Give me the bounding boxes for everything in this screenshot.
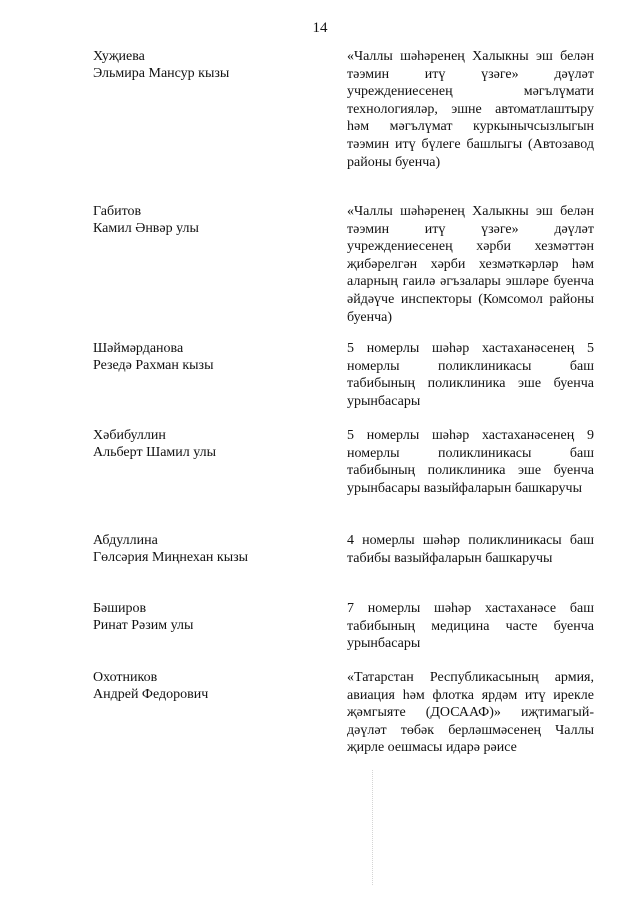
surname: Габитов bbox=[93, 204, 142, 219]
surname: Хәбибуллин bbox=[93, 428, 166, 443]
surname: Бәширов bbox=[93, 601, 147, 616]
person-name bbox=[93, 427, 313, 461]
position-title: «Чаллы шәһәренең Халыкны эш белән тәэмин итү үзәге» дәүләт учреждениесенең хәрби хезмәттән җибәрелгән хәрби хезмәткәрләр һәм аларның гаилә әгъзалары эшләре буенча әйдәүче инспекторы (Комсомол районы буенча) bbox=[347, 204, 594, 325]
given-names: Альберт Шамил улы bbox=[93, 445, 217, 460]
given-names: Ринат Рәзим улы bbox=[93, 618, 194, 633]
page-number: 14 bbox=[312, 20, 328, 36]
surname: Охотников bbox=[93, 670, 158, 685]
scan-artifact-line bbox=[372, 770, 373, 885]
surname: Шәймәрданова bbox=[93, 341, 184, 356]
given-names: Камил Әнвәр улы bbox=[93, 221, 199, 236]
person-name bbox=[93, 48, 313, 82]
position-title: «Татарстан Республикасының армия, авиация һәм флотка ярдәм итү ирекле җәмгыяте (ДОСААФ)» иҗтимагый-дәүләт төбәк берләшмәсенең Чаллы җирле оешмасы идарә рәисе bbox=[347, 670, 594, 756]
given-names: Гөлсәрия Миңнехан кызы bbox=[93, 550, 249, 565]
position-title: 4 номерлы шәһәр поликлиникасы баш табибы вазыйфаларын башкаручы bbox=[347, 533, 594, 566]
position-title: 5 номерлы шәһәр хастаханәсенең 5 номерлы поликлиникасы баш табибының поликлиника эше буенча урынбасары bbox=[347, 341, 594, 409]
given-names: Андрей Федорович bbox=[93, 687, 209, 702]
surname: Абдуллина bbox=[93, 533, 158, 548]
person-name bbox=[93, 600, 313, 634]
position-title: 7 номерлы шәһәр хастаханәсе баш табибының медицина часте буенча урынбасары bbox=[347, 601, 594, 652]
given-names: Резедә Рахман кызы bbox=[93, 358, 214, 373]
person-name bbox=[93, 203, 313, 237]
person-name bbox=[93, 669, 313, 703]
position-title: 5 номерлы шәһәр хастаханәсенең 9 номерлы поликлиникасы баш табибының поликлиника эше буенча урынбасары вазыйфаларын башкаручы bbox=[347, 428, 594, 496]
given-names: Эльмира Мансур кызы bbox=[93, 66, 230, 81]
person-name bbox=[93, 340, 313, 374]
surname: Хуҗиева bbox=[93, 49, 145, 64]
person-name bbox=[93, 532, 313, 566]
position-title: «Чаллы шәһәренең Халыкны эш белән тәэмин итү үзәге» дәүләт учреждениесенең мәгълүмати технологияләр, эшне автоматлаштыру һәм мәгълүмат куркынычсызлыгын тәэмин итү бүлеге башлыгы (Автозавод районы буенча) bbox=[347, 49, 594, 170]
